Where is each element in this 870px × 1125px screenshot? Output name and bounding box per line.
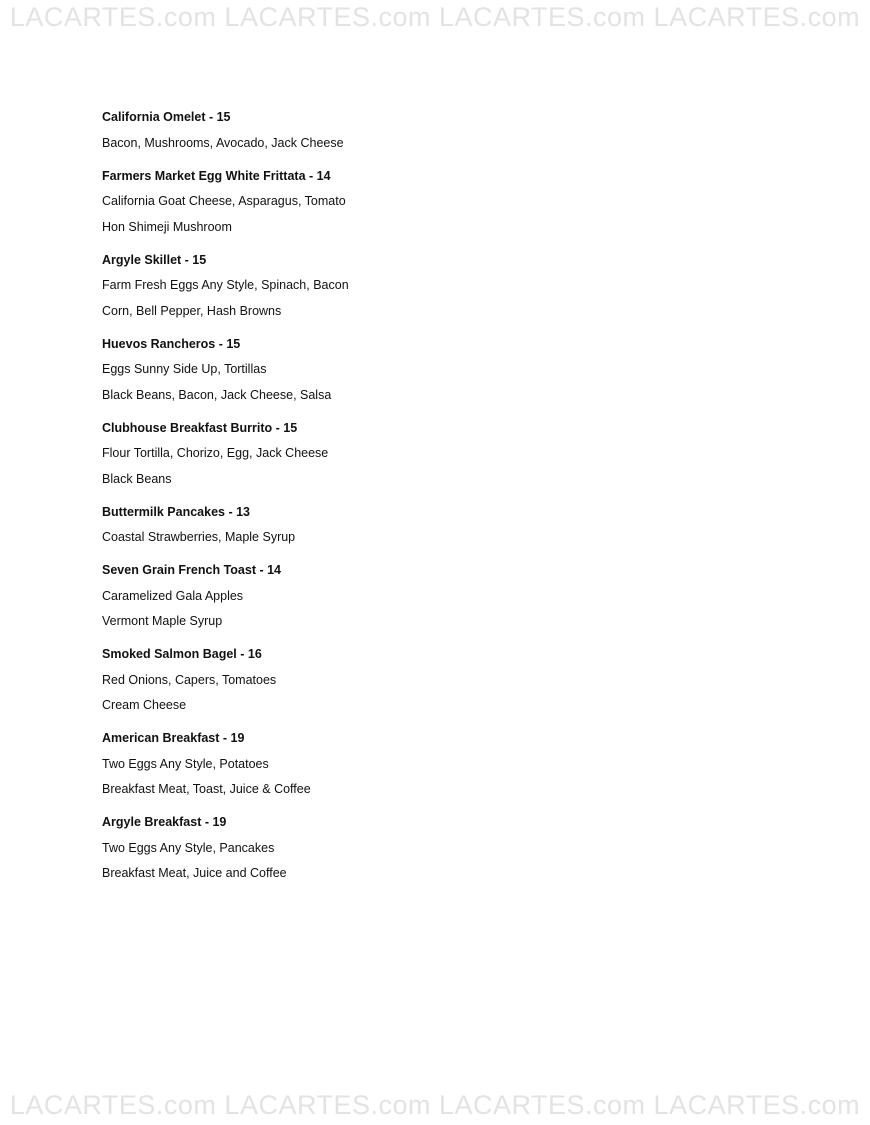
menu-item xyxy=(102,503,602,547)
menu-item xyxy=(102,813,602,882)
menu-item-title: Buttermilk Pancakes - 13 xyxy=(102,504,250,519)
menu-list xyxy=(102,108,602,897)
menu-item xyxy=(102,335,602,404)
menu-item-title: Farmers Market Egg White Frittata - 14 xyxy=(102,168,331,183)
menu-item-title: Clubhouse Breakfast Burrito - 15 xyxy=(102,420,298,435)
menu-item-description: Black Beans xyxy=(102,471,172,486)
menu-item xyxy=(102,561,602,630)
menu-item-description: Two Eggs Any Style, Pancakes xyxy=(102,840,275,855)
menu-item-description: Bacon, Mushrooms, Avocado, Jack Cheese xyxy=(102,135,344,150)
menu-item-description: Farm Fresh Eggs Any Style, Spinach, Bacon xyxy=(102,278,349,292)
menu-item-title: Smoked Salmon Bagel - 16 xyxy=(102,647,262,661)
menu-item xyxy=(102,419,602,488)
menu-item-description: Two Eggs Any Style, Potatoes xyxy=(102,756,269,771)
menu-item-title: Argyle Skillet - 15 xyxy=(102,252,207,267)
menu-item xyxy=(102,167,602,236)
menu-item xyxy=(102,251,602,320)
watermark-bottom: LACARTES.com LACARTES.com LACARTES.com LACARTES.com xyxy=(9,1090,861,1120)
menu-item-description: Hon Shimeji Mushroom xyxy=(102,219,232,234)
menu-item-description: Breakfast Meat, Juice and Coffee xyxy=(102,866,287,880)
menu-item xyxy=(102,645,602,714)
menu-item-description: Vermont Maple Syrup xyxy=(102,614,223,628)
menu-item xyxy=(102,108,602,152)
menu-item-title: Huevos Rancheros - 15 xyxy=(102,336,241,351)
menu-item-description: Black Beans, Bacon, Jack Cheese, Salsa xyxy=(102,387,332,402)
menu-item-description: Coastal Strawberries, Maple Syrup xyxy=(102,530,296,544)
menu-item-title: Seven Grain French Toast - 14 xyxy=(102,563,281,577)
watermark-top: LACARTES.com LACARTES.com LACARTES.com LACARTES.com xyxy=(9,2,861,32)
menu-item-title: California Omelet - 15 xyxy=(102,110,231,124)
menu-item-description: Breakfast Meat, Toast, Juice & Coffee xyxy=(102,782,311,796)
menu-item-description: Flour Tortilla, Chorizo, Egg, Jack Cheese xyxy=(102,446,329,460)
menu-item xyxy=(102,729,602,798)
menu-item-description: Caramelized Gala Apples xyxy=(102,588,244,603)
menu-item-description: Eggs Sunny Side Up, Tortillas xyxy=(102,362,267,376)
menu-item-description: Corn, Bell Pepper, Hash Browns xyxy=(102,303,282,318)
menu-item-title: Argyle Breakfast - 19 xyxy=(102,815,227,829)
menu-item-description: California Goat Cheese, Asparagus, Tomato xyxy=(102,194,346,208)
menu-item-description: Red Onions, Capers, Tomatoes xyxy=(102,672,277,687)
menu-item-description: Cream Cheese xyxy=(102,698,187,712)
menu-item-title: American Breakfast - 19 xyxy=(102,731,245,745)
